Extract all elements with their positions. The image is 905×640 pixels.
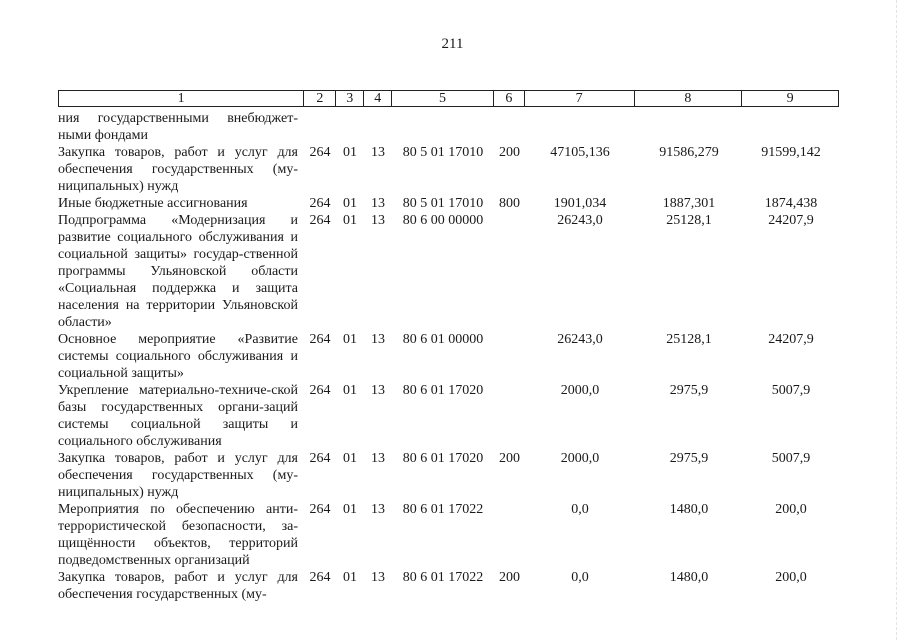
row-code-subsection: 13 bbox=[371, 502, 385, 517]
header-col-5: 5 bbox=[392, 91, 494, 106]
row-amount-col7: 0,0 bbox=[571, 570, 589, 585]
row-code-expense-type: 200 bbox=[499, 570, 520, 585]
row-code-target: 80 6 01 00000 bbox=[402, 332, 484, 347]
row-code-expense-type bbox=[494, 501, 525, 569]
row-code-expense-type: 800 bbox=[499, 196, 520, 211]
table-row bbox=[58, 144, 839, 195]
row-amount-col8: 25128,1 bbox=[666, 332, 712, 347]
row-code-target: 80 5 01 17010 bbox=[402, 196, 484, 211]
row-code-ministry: 264 bbox=[309, 145, 331, 160]
row-amount-col9: 1874,438 bbox=[764, 196, 818, 211]
row-amount-col8: 1480,0 bbox=[669, 570, 709, 585]
header-col-6: 6 bbox=[494, 91, 525, 106]
row-amount-col7: 26243,0 bbox=[557, 213, 603, 228]
row-code-subsection: 13 bbox=[371, 196, 385, 211]
row-amount-col9: 200,0 bbox=[775, 502, 807, 517]
row-code-target: 80 5 01 17010 bbox=[402, 145, 484, 160]
row-name: Укрепление материально-техниче-ской базы государственных органи-заций системы социальной защиты и социального обслуживания bbox=[58, 383, 298, 449]
row-code-target bbox=[392, 110, 494, 144]
table-row bbox=[58, 382, 839, 450]
row-name: Мероприятия по обеспечению анти-террористической безопасности, за-щищённости объектов, территорий подведомственных организаций bbox=[58, 502, 298, 568]
row-code-section: 01 bbox=[343, 451, 357, 466]
row-code-ministry: 264 bbox=[309, 383, 331, 398]
header-col-2: 2 bbox=[304, 91, 336, 106]
budget-table-body bbox=[58, 110, 839, 603]
row-code-ministry: 264 bbox=[309, 332, 331, 347]
row-code-subsection: 13 bbox=[371, 145, 385, 160]
row-amount-col7: 2000,0 bbox=[560, 451, 600, 466]
row-amount-col7: 2000,0 bbox=[560, 383, 600, 398]
row-amount-col8: 91586,279 bbox=[659, 145, 719, 160]
row-code-expense-type bbox=[494, 212, 525, 331]
row-code-ministry: 264 bbox=[309, 213, 331, 228]
table-row bbox=[58, 195, 839, 212]
header-col-9: 9 bbox=[786, 91, 794, 106]
row-amount-col9: 24207,9 bbox=[768, 213, 814, 228]
row-code-target: 80 6 01 17022 bbox=[402, 502, 484, 517]
table-row bbox=[58, 110, 839, 144]
row-code-subsection bbox=[364, 110, 392, 144]
row-amount-col7 bbox=[525, 110, 635, 144]
table-row bbox=[58, 501, 839, 569]
row-name: Подпрограмма «Модернизация и развитие социального обслуживания и социальной защиты» государ-ственной программы Ульяновской области «Социальная поддержка и защита населения на территории Ульяновской области» bbox=[58, 213, 298, 330]
row-amount-col9: 5007,9 bbox=[771, 383, 811, 398]
row-code-section: 01 bbox=[343, 332, 357, 347]
row-amount-col8: 1887,301 bbox=[662, 196, 716, 211]
row-code-section: 01 bbox=[343, 213, 357, 228]
row-code-section: 01 bbox=[343, 570, 357, 585]
row-code-ministry bbox=[304, 110, 336, 144]
header-col-7: 7 bbox=[525, 91, 635, 106]
row-amount-col8: 1480,0 bbox=[669, 502, 709, 517]
row-code-subsection: 13 bbox=[371, 332, 385, 347]
row-code-ministry: 264 bbox=[309, 502, 331, 517]
row-code-ministry: 264 bbox=[309, 451, 331, 466]
header-col-1: 1 bbox=[59, 91, 304, 106]
row-code-subsection: 13 bbox=[371, 451, 385, 466]
row-code-section: 01 bbox=[343, 383, 357, 398]
row-amount-col9: 24207,9 bbox=[768, 332, 814, 347]
row-amount-col8: 2975,9 bbox=[669, 451, 709, 466]
row-name: Закупка товаров, работ и услуг для обеспечения государственных (му-ниципальных) нужд bbox=[58, 145, 298, 194]
row-code-section: 01 bbox=[343, 502, 357, 517]
row-amount-col7: 26243,0 bbox=[557, 332, 603, 347]
row-code-subsection: 13 bbox=[371, 570, 385, 585]
row-name: Основное мероприятие «Развитие системы социального обслуживания и социальной защиты» bbox=[58, 332, 298, 381]
header-col-3: 3 bbox=[336, 91, 364, 106]
row-amount-col9: 91599,142 bbox=[761, 145, 821, 160]
row-code-section bbox=[336, 110, 364, 144]
row-code-ministry: 264 bbox=[309, 196, 331, 211]
row-code-section: 01 bbox=[343, 196, 357, 211]
row-code-section: 01 bbox=[343, 145, 357, 160]
row-code-target: 80 6 01 17020 bbox=[402, 451, 484, 466]
row-code-expense-type bbox=[494, 110, 525, 144]
row-name: Иные бюджетные ассигнования bbox=[58, 196, 248, 211]
row-amount-col7: 1901,034 bbox=[553, 196, 607, 211]
row-code-expense-type bbox=[494, 382, 525, 450]
row-amount-col9: 5007,9 bbox=[771, 451, 811, 466]
row-name: Закупка товаров, работ и услуг для обеспечения государственных (му- bbox=[58, 570, 298, 602]
header-col-8: 8 bbox=[635, 91, 743, 106]
page-number: 211 bbox=[441, 36, 464, 52]
table-row bbox=[58, 450, 839, 501]
row-amount-col8: 25128,1 bbox=[666, 213, 712, 228]
row-name: Закупка товаров, работ и услуг для обеспечения государственных (му-ниципальных) нужд bbox=[58, 451, 298, 500]
row-code-expense-type: 200 bbox=[499, 451, 520, 466]
table-row bbox=[58, 212, 839, 331]
row-code-target: 80 6 01 17022 bbox=[402, 570, 484, 585]
table-row bbox=[58, 331, 839, 382]
row-amount-col7: 0,0 bbox=[571, 502, 589, 517]
row-amount-col9 bbox=[743, 110, 839, 144]
row-code-expense-type bbox=[494, 331, 525, 382]
table-row bbox=[58, 569, 839, 603]
row-code-ministry: 264 bbox=[309, 570, 331, 585]
row-name: ния государственными внебюджет-ными фондами bbox=[58, 111, 298, 143]
row-code-subsection: 13 bbox=[371, 383, 385, 398]
row-code-target: 80 6 01 17020 bbox=[402, 383, 484, 398]
table-header-row bbox=[58, 90, 839, 107]
row-code-subsection: 13 bbox=[371, 213, 385, 228]
scan-edge-artifact bbox=[882, 0, 897, 640]
header-col-4: 4 bbox=[364, 91, 392, 106]
row-amount-col7: 47105,136 bbox=[550, 145, 610, 160]
row-amount-col8: 2975,9 bbox=[669, 383, 709, 398]
row-code-target: 80 6 00 00000 bbox=[402, 213, 484, 228]
row-amount-col8 bbox=[635, 110, 743, 144]
row-code-expense-type: 200 bbox=[499, 145, 520, 160]
row-amount-col9: 200,0 bbox=[775, 570, 807, 585]
